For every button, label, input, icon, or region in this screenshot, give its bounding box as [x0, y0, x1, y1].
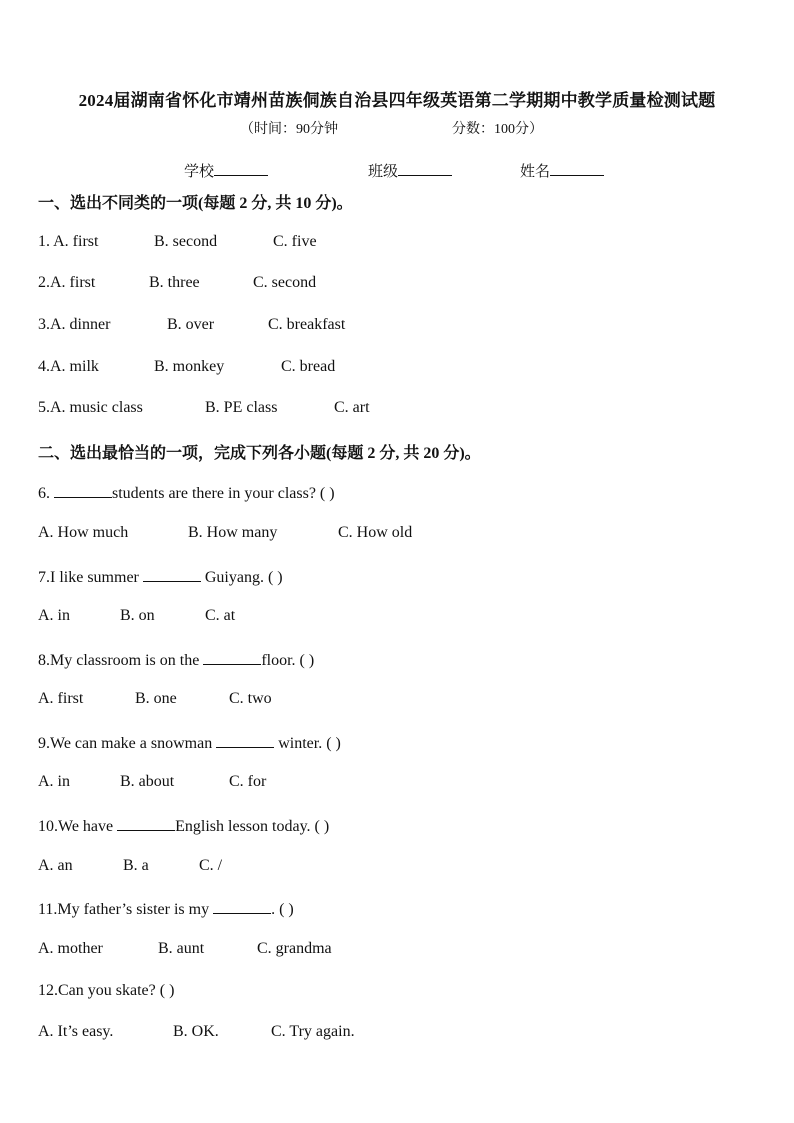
name-blank: [550, 160, 604, 176]
q10-option-a: A. an: [38, 857, 73, 874]
name-label: 姓名: [520, 164, 551, 180]
question-8: 8.My classroom is on the floor. ( ): [38, 649, 314, 670]
answer-blank: [117, 815, 175, 831]
answer-blank: [54, 482, 112, 498]
school-field: [184, 160, 268, 181]
exam-title: 2024届湖南省怀化市靖州苗族侗族自治县四年级英语第二学期期中教学质量检测试题: [78, 91, 716, 110]
q1-option-c: C. five: [273, 233, 317, 250]
q11-option-a: A. mother: [38, 940, 103, 957]
answer-blank: [216, 732, 274, 748]
q12-option-b: B. OK.: [173, 1023, 219, 1040]
q4-option-b: B. monkey: [154, 358, 225, 375]
q6-option-b: B. How many: [188, 524, 278, 541]
q11-option-b: B. aunt: [158, 940, 205, 957]
question-2: 2.A. first: [38, 274, 96, 291]
question-6: 6. students are there in your class? ( ): [38, 482, 335, 503]
question-10: 10.We have English lesson today. ( ): [38, 815, 329, 836]
q9-option-c: C. for: [229, 773, 267, 790]
school-blank: [214, 160, 268, 176]
answer-blank: [203, 649, 261, 665]
answer-blank: [143, 566, 201, 582]
q12-option-c: C. Try again.: [271, 1023, 355, 1040]
q3-option-b: B. over: [167, 316, 215, 333]
q7-option-c: C. at: [205, 607, 236, 624]
q3-option-c: C. breakfast: [268, 316, 346, 333]
q5-option-c: C. art: [334, 399, 370, 416]
q8-option-c: C. two: [229, 690, 272, 707]
q9-option-a: A. in: [38, 773, 70, 790]
question-11: 11.My father’s sister is my . ( ): [38, 898, 294, 919]
school-label: 学校: [184, 164, 215, 180]
q12-option-a: A. It’s easy.: [38, 1023, 114, 1040]
q5-option-b: B. PE class: [205, 399, 278, 416]
answer-blank: [213, 898, 271, 914]
q2-option-b: B. three: [149, 274, 200, 291]
section-2-heading: 二、选出最恰当的一项，完成下列各小题(每题 2 分, 共 20 分)。: [38, 445, 481, 462]
question-7: 7.I like summer Guiyang. ( ): [38, 566, 283, 587]
q11-option-c: C. grandma: [257, 940, 332, 957]
section-1-heading: 一、选出不同类的一项(每题 2 分, 共 10 分)。: [38, 195, 353, 212]
class-blank: [398, 160, 452, 176]
q4-option-c: C. bread: [281, 358, 336, 375]
class-field: [368, 160, 452, 181]
q7-option-a: A. in: [38, 607, 70, 624]
q8-option-b: B. one: [135, 690, 177, 707]
question-4: 4.A. milk: [38, 358, 99, 375]
q10-option-c: C. /: [199, 857, 223, 874]
q6-option-a: A. How much: [38, 524, 129, 541]
q10-option-b: B. a: [123, 857, 149, 874]
class-label: 班级: [368, 164, 399, 180]
q7-option-b: B. on: [120, 607, 155, 624]
question-12: 12.Can you skate? ( ): [38, 982, 175, 999]
question-9: 9.We can make a snowman winter. ( ): [38, 732, 341, 753]
question-3: 3.A. dinner: [38, 316, 111, 333]
exam-time: （时间：90分钟: [240, 122, 338, 137]
q6-option-c: C. How old: [338, 524, 413, 541]
q2-option-c: C. second: [253, 274, 317, 291]
name-field: [520, 160, 604, 181]
question-1: 1. A. first: [38, 233, 99, 250]
exam-score: 分数：100分）: [452, 122, 543, 137]
q8-option-a: A. first: [38, 690, 84, 707]
question-5: 5.A. music class: [38, 399, 143, 416]
q9-option-b: B. about: [120, 773, 175, 790]
q1-option-b: B. second: [154, 233, 218, 250]
